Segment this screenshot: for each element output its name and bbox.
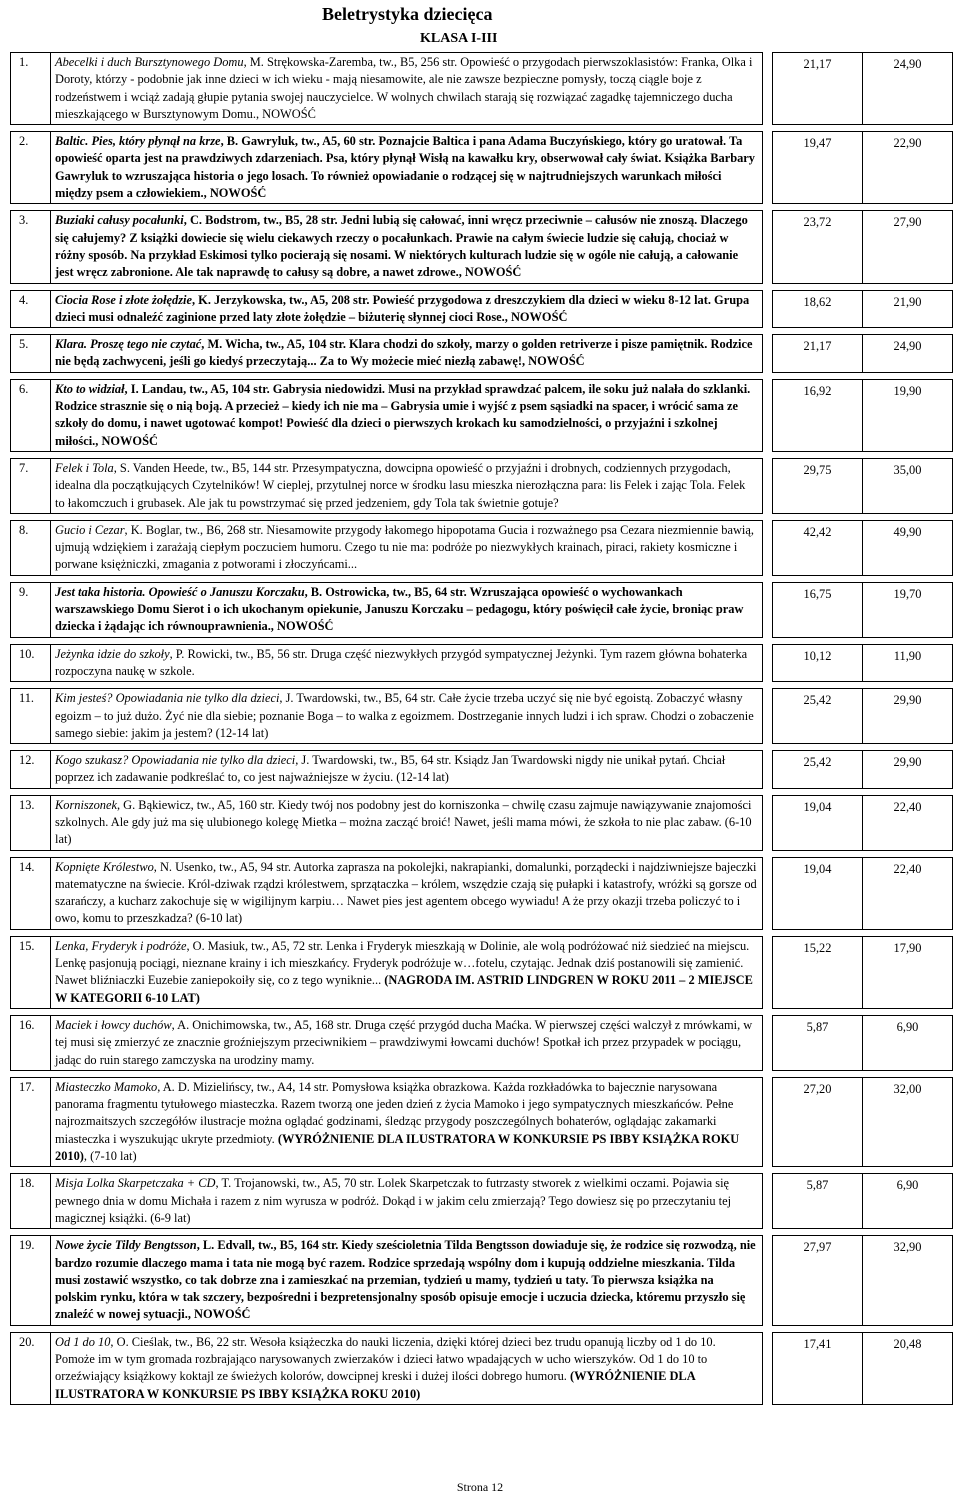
book-title: Jest taka historia. Opowieść o Januszu Korczaku	[55, 584, 305, 599]
net-price: 16,92	[773, 379, 863, 451]
award-note: (NAGRODA IM. ASTRID LINDGREN W ROKU 2011 – 2 MIEJSCE W KATEGORII 6-10 LAT)	[55, 973, 753, 1005]
item-number: 14.	[11, 857, 51, 929]
net-price: 5,87	[773, 1174, 863, 1229]
net-price: 16,75	[773, 582, 863, 637]
table-row	[11, 857, 953, 929]
book-title: Kim jesteś? Opowiadania nie tylko dla dzieci	[55, 691, 280, 706]
table-row	[11, 582, 953, 637]
gross-price: 29,90	[863, 751, 953, 789]
row-spacer	[11, 1008, 953, 1015]
book-details: , C. Bodstrom, tw., B5, 28 str. Jedni lubią się całować, inni wręcz przeciwnie – całusów nie znoszą. Dlaczego się całujemy? Z książki dowiecie się wielu ciekawych rzeczy o pocałunkach. Prawie na całym świecie ludzie się całują, chociaż w różny sposób. Na przykład Eskimosi tylko pocierają się nosami. W niektórych kulturach ludzie się w ogóle nie całują, a całowanie jest wręcz zabronione. Ale tak naprawdę to całusy są dobre, a nawet zdrowe., NOWOŚĆ	[55, 213, 748, 280]
book-title: Abecelki i duch Bursztynowego Domu	[55, 55, 244, 69]
gross-price: 35,00	[863, 458, 953, 513]
item-number: 20.	[11, 1332, 51, 1404]
book-details: , K. Boglar, tw., B6, 268 str. Niesamowite przygody łakomego hipopotama Gucia i rozważnego psa Cezara niezmiennie bawią, ujmują wdziękiem i zarażają ciepłym poczuciem humoru. Czego tu nie ma: podróże po niezwykłych krainach, piraci, rakiety kosmiczne i porwane księżniczki, zmagania z potworami i złoczyńcami...	[55, 522, 754, 572]
award-note: (WYRÓŻNIENIE DLA ILUSTRATORA W KONKURSIE PS IBBY KSIĄŻKA ROKU 2010)	[55, 1369, 695, 1401]
table-row	[11, 1236, 953, 1325]
item-number: 2.	[11, 132, 51, 204]
item-description	[51, 689, 763, 744]
gross-price: 22,40	[863, 795, 953, 850]
row-spacer	[11, 328, 953, 335]
table-row	[11, 132, 953, 204]
item-number: 9.	[11, 582, 51, 637]
item-number: 10.	[11, 644, 51, 682]
item-number: 7.	[11, 458, 51, 513]
row-spacer	[11, 1229, 953, 1236]
item-number: 3.	[11, 211, 51, 283]
table-row	[11, 1015, 953, 1070]
book-title: Baltic. Pies, który płynął na krze	[55, 134, 221, 149]
net-price: 19,04	[773, 795, 863, 850]
book-title: Od 1 do 10	[55, 1334, 111, 1349]
item-description	[51, 1174, 763, 1229]
gross-price: 24,90	[863, 335, 953, 373]
net-price: 21,17	[773, 335, 863, 373]
table-row	[11, 335, 953, 373]
gross-price: 27,90	[863, 211, 953, 283]
row-spacer	[11, 125, 953, 132]
item-description	[51, 936, 763, 1008]
table-row	[11, 751, 953, 789]
net-price: 5,87	[773, 1015, 863, 1070]
book-title: Jeżynka idzie do szkoły	[55, 646, 170, 661]
book-details: , O. Masiuk, tw., A5, 72 str. Lenka i Fryderyk mieszkają w Dolinie, ale wolą podróżować niż siedzieć na miejscu. Lenkę pasjonują pociągi, nieznane krainy i ich mieszkańcy. Fryderyk podróżuje w…fotelu, czytając. Jednak dziś postanowili się zamienić. Nawet bliźniaczki Euzebie zaniepokoiły się, co z tego wyniknie...	[55, 938, 750, 988]
book-title: Kto to widział	[55, 381, 125, 396]
item-number: 4.	[11, 290, 51, 328]
book-catalog-table	[10, 25, 953, 1405]
book-details: , B. Ostrowicka, tw., B5, 64 str. Wzruszająca opowieść o wychowankach warszawskiego Domu Sierot i o ich ukochanym opiekunie, Januszu Korczaku – pedagogu, który poświęcił całe życie, broniąc praw dziecka i żądając ich równouprawnienia., NOWOŚĆ	[55, 584, 744, 634]
item-number: 19.	[11, 1236, 51, 1325]
gross-price: 22,90	[863, 132, 953, 204]
book-details: , T. Trojanowski, tw., A5, 70 str. Lolek Skarpetczak to futrzasty stworek z wielkimi oczami. Pojawia się pewnego dnia w domu Michała i razem z nim wyrusza w podróż. Dokąd i w jakim celu zmierzają? Tego dowiesz się po przeczytaniu tej magicznej książki. (6-9 lat)	[55, 1176, 732, 1225]
age-note: , (7-10 lat)	[83, 1149, 137, 1164]
book-details: , K. Jerzykowska, tw., A5, 208 str. Powieść przygodowa z dreszczykiem dla dzieci w wieku 8-12 lat. Grupa dzieci musi odnaleźć zaginione przed laty złote żołędzie – biżuterię słynnej cioci Rose., NOWOŚĆ	[55, 292, 750, 324]
net-price: 17,41	[773, 1332, 863, 1404]
gross-price: 29,90	[863, 689, 953, 744]
row-spacer	[11, 637, 953, 644]
book-details: , J. Twardowski, tw., B5, 64 str. Ksiądz Jan Twardowski nigdy nie unikał pytań. Chciał poprzez ich zadawanie podkreślać to, co jest najważniejsze w życiu. (12-14 lat)	[55, 753, 726, 785]
item-number: 6.	[11, 379, 51, 451]
page-number: Strona 12	[456, 1480, 504, 1494]
row-spacer	[11, 682, 953, 689]
net-price: 15,22	[773, 936, 863, 1008]
award-note: (WYRÓŻNIENIE DLA ILUSTRATORA W KONKURSIE PS IBBY KSIĄŻKA ROKU 2010)	[55, 1131, 740, 1164]
gross-price: 20,48	[863, 1332, 953, 1404]
book-details: , I. Landau, tw., A5, 104 str. Gabrysia niedowidzi. Musi na przykład sprawdzać palcem, ile soku już nalała do szklanki. Rodzice strasznie się o nią boją. A przecież – kiedy ich nie ma – Gabrysia umie i wyjść z psem sąsiadki na spacer, i wrócić sama ze szkoły do domu, i nawet ugotować kompot! Powieść dla dzieci o pierwszych krokach ku samodzielności, o przyjaźni i szkolnej miłości., NOWOŚĆ	[55, 381, 751, 448]
item-number: 11.	[11, 689, 51, 744]
item-description	[51, 857, 763, 929]
book-details: , A. D. Mizielińscy, tw., A4, 14 str. Pomysłowa książka obrazkowa. Każda rozkładówka to bajecznie narysowana panorama fragmentu tytułowego miasteczka. Razem tworzą one jeden dzień z życia Mamoko i jego sympatycznych mieszkańców. Pełne najrozmaitszych szczegółów ilustracje można oglądać godzinami, śledząc przygody poszczególnych bohaterów, oglądając zakamarki miasteczka i wyszukując ukryte przedmioty.	[55, 1079, 734, 1146]
item-description	[51, 1015, 763, 1070]
table-row	[11, 211, 953, 283]
item-number: 12.	[11, 751, 51, 789]
book-title: Misja Lolka Skarpetczaka + CD	[55, 1176, 216, 1191]
book-details: , S. Vanden Heede, tw., B5, 144 str. Przesympatyczna, dowcipna opowieść o przyjaźni i drobnych, codziennych przygodach, idealna dla początkujących Czytelników! W cieplej, przytulnej norce w środku lasu mieszka nierozłączna para: lis Felek i zając Tola. Felek to łakomczuch i grubasek. Ale jak tu powstrzymać się przed jedzeniem, gdy Tola tak świetnie gotuje?	[55, 460, 746, 510]
gross-price: 11,90	[863, 644, 953, 682]
table-row	[11, 290, 953, 328]
book-details: , J. Twardowski, tw., B5, 64 str. Całe życie trzeba uczyć się nie być egoistą. Zobaczyć własny egoizm – to już dużo. Żyć nie dla siebie; poznanie Boga – to walka z egoizmem. Dostrzeganie innych ludzi i ich spraw. Chodzi o zobaczenie samego siebie: jakim ja jestem? (12-14 lat)	[55, 691, 754, 740]
section-title: Beletrystyka dziecięca	[322, 4, 493, 24]
item-description	[51, 335, 763, 373]
book-details: , G. Bąkiewicz, tw., A5, 160 str. Kiedy twój nos podobny jest do korniszonka – chwilę czasu zajmuje nawiązywanie znajomości szkolnych. Ale gdy już ma się ulubionego kolegę Mietka – można zacząć broić! Nawet, jeśli mama mówi, że szkoła to nie plac zabaw. (6-10 lat)	[55, 797, 752, 847]
item-description	[51, 379, 763, 451]
book-details: , M. Strękowska-Zaremba, tw., B5, 256 str. Opowieść o przygodach pierwszoklasistów: Franka, Olka i Doroty, którzy - podobnie jak inne dzieci w ich wieku - mają niesamowite, ale nie zawsze bezpieczne pomysły, toczą ciągle boje z rodzeństwem i wciąż zadają głupie pytania swojej nauczycielce. W wolnych chwilach starają się rozwiązać zagadkę tajemniczego ducha mieszkającego w Bursztynowym Domu., NOWOŚĆ	[55, 55, 753, 121]
item-number: 8.	[11, 520, 51, 575]
gross-price: 6,90	[863, 1015, 953, 1070]
item-description	[51, 644, 763, 682]
item-description	[51, 290, 763, 328]
table-row	[11, 379, 953, 451]
row-spacer	[11, 372, 953, 379]
gross-price: 19,90	[863, 379, 953, 451]
row-spacer	[11, 929, 953, 936]
book-title: Nowe życie Tildy Bengtsson	[55, 1238, 197, 1253]
gross-price: 24,90	[863, 53, 953, 125]
item-description	[51, 751, 763, 789]
gross-price: 19,70	[863, 582, 953, 637]
book-details: , A. Onichimowska, tw., A5, 168 str. Druga część przygód ducha Maćka. W pierwszej części walczył z mrówkami, w tej musi się zmierzyć ze znacznie groźniejszym przeciwnikiem – prawdziwymi łowcami duchów! Spotkał ich przez przypadek w pociągu, jadąc do ruin starego zamczyska na urodziny mamy.	[55, 1017, 753, 1067]
book-title: Korniszonek	[55, 797, 117, 812]
table-row	[11, 644, 953, 682]
item-description	[51, 211, 763, 283]
item-number: 15.	[11, 936, 51, 1008]
net-price: 27,97	[773, 1236, 863, 1325]
item-description	[51, 795, 763, 850]
item-description	[51, 582, 763, 637]
item-number: 18.	[11, 1174, 51, 1229]
item-description	[51, 53, 763, 125]
table-row	[11, 520, 953, 575]
item-number: 13.	[11, 795, 51, 850]
book-title: Maciek i łowcy duchów	[55, 1017, 172, 1032]
book-title: Felek i Tola	[55, 460, 114, 475]
item-number: 5.	[11, 335, 51, 373]
table-row	[11, 458, 953, 513]
row-spacer	[11, 513, 953, 520]
table-row	[11, 936, 953, 1008]
book-title: Kopnięte Królestwo	[55, 859, 154, 874]
gross-price: 17,90	[863, 936, 953, 1008]
table-row	[11, 1332, 953, 1404]
row-spacer	[11, 1070, 953, 1077]
table-row	[11, 689, 953, 744]
book-details: , B. Gawryluk, tw., A5, 60 str. Poznajcie Baltica i pana Adama Buczyńskiego, który go uratował. Ta opowieść oparta jest na prawdziwych zdarzeniach. Psa, który płynął Wisłą na kawałku kry, obserwował cały świat. Książka Barbary Gawryluk to wzruszająca historia o jego losach. To również opowiadanie o rodzącej się w najtrudniejszych warunkach miłości między psem a człowiekiem., NOWOŚĆ	[55, 134, 755, 201]
book-title: Gucio i Cezar	[55, 522, 125, 537]
item-number: 1.	[11, 53, 51, 125]
row-spacer	[11, 204, 953, 211]
book-title: Klara. Proszę tego nie czytać	[55, 337, 202, 352]
row-spacer	[11, 283, 953, 290]
net-price: 23,72	[773, 211, 863, 283]
gross-price: 22,40	[863, 857, 953, 929]
net-price: 25,42	[773, 751, 863, 789]
item-description	[51, 1077, 763, 1166]
gross-price: 32,90	[863, 1236, 953, 1325]
book-title: Buziaki całusy pocałunki	[55, 213, 184, 228]
book-title: Kogo szukasz? Opowiadania nie tylko dla dzieci	[55, 753, 296, 768]
gross-price: 32,00	[863, 1077, 953, 1166]
book-title: Lenka, Fryderyk i podróże	[55, 938, 187, 953]
table-row	[11, 1174, 953, 1229]
book-title: Miasteczko Mamoko	[55, 1079, 158, 1094]
table-row	[11, 795, 953, 850]
row-spacer	[11, 575, 953, 582]
book-details: , O. Cieślak, tw., B6, 22 str. Wesoła książeczka do nauki liczenia, dzięki której dzieci bez trudu opanują liczby od 1 do 10. Pomoże im w tym gromada rozbrajająco narysowanych zwierzaków i dzieci łatwo wpadających w ucho wierszyków. Od 1 do 10 to orzeźwiający książkowy koktajl ze świeżych kolorów, dowcipnej kreski i dużej ilości dobrego humoru.	[55, 1334, 716, 1384]
net-price: 19,04	[773, 857, 863, 929]
row-spacer	[11, 1325, 953, 1332]
book-title: Ciocia Rose i złote żołędzie	[55, 292, 192, 307]
net-price: 18,62	[773, 290, 863, 328]
item-description	[51, 132, 763, 204]
book-details: , M. Wicha, tw., A5, 104 str. Klara chodzi do szkoły, marzy o golden retriverze i pisze pamiętnik. Rodzice nie będą zachwyceni, jeśli go kiedyś przeczytają... Za to Wy możecie mieć niezłą zabawę!, NOWOŚĆ	[55, 337, 753, 369]
net-price: 42,42	[773, 520, 863, 575]
net-price: 29,75	[773, 458, 863, 513]
row-spacer	[11, 850, 953, 857]
item-number: 16.	[11, 1015, 51, 1070]
net-price: 27,20	[773, 1077, 863, 1166]
class-subtitle: KLASA I-III	[420, 31, 498, 46]
net-price: 25,42	[773, 689, 863, 744]
item-description	[51, 520, 763, 575]
item-number: 17.	[11, 1077, 51, 1166]
net-price: 21,17	[773, 53, 863, 125]
row-spacer	[11, 788, 953, 795]
book-details: , L. Edvall, tw., B5, 164 str. Kiedy sześcioletnia Tilda Bengtsson dowiaduje się, że rodzice się rozwodzą, nie bardzo rozumie dlaczego mama i tata nie mogą być razem. Rodzice sprzedają wspólny dom i kupują oddzielne mieszkania. Tilda musi zostawić wszystko, co tak dobrze zna i zamieszkać na przemian, tydzień u mamy, tydzień u taty. To pierwsza książka na polskim rynku, która w tak szczery, bezpośredni i bezpretensjonalny sposób opisuje emocje i uczucia dziecka, któremu przyszło się znaleźć w nowej sytuacji., NOWOŚĆ	[55, 1238, 756, 1322]
row-spacer	[11, 1167, 953, 1174]
book-details: , P. Rowicki, tw., B5, 56 str. Druga część niezwykłych przygód sympatycznej Jeżynki. Tym razem główna bohaterka rozpoczyna naukę w szkole.	[55, 646, 748, 678]
table-row	[11, 53, 953, 125]
item-description	[51, 1236, 763, 1325]
row-spacer	[11, 451, 953, 458]
header-row	[11, 25, 953, 53]
table-row	[11, 1077, 953, 1166]
gross-price: 6,90	[863, 1174, 953, 1229]
net-price: 10,12	[773, 644, 863, 682]
row-spacer	[11, 744, 953, 751]
item-description	[51, 1332, 763, 1404]
book-details: , N. Usenko, tw., A5, 94 str. Autorka zaprasza na pokolejki, nakrapianki, domalunki, porządecki i najdziwniejsze bajeczki matematyczne na świecie. Król-dziwak rządzi królestwem, sprzątaczka – królem, wszędzie czają się pułapki i katastrofy, wróżki są gorsze od szarańczy, a kucharz zakochuje się w wigilijnym karpiu… Nawet pies jest agentem obcego wywiadu! A że przy okazji trzeba policzyć to i owo, komu to przeszkadza? (6-10 lat)	[55, 859, 757, 926]
gross-price: 49,90	[863, 520, 953, 575]
item-description	[51, 458, 763, 513]
net-price: 19,47	[773, 132, 863, 204]
gross-price: 21,90	[863, 290, 953, 328]
